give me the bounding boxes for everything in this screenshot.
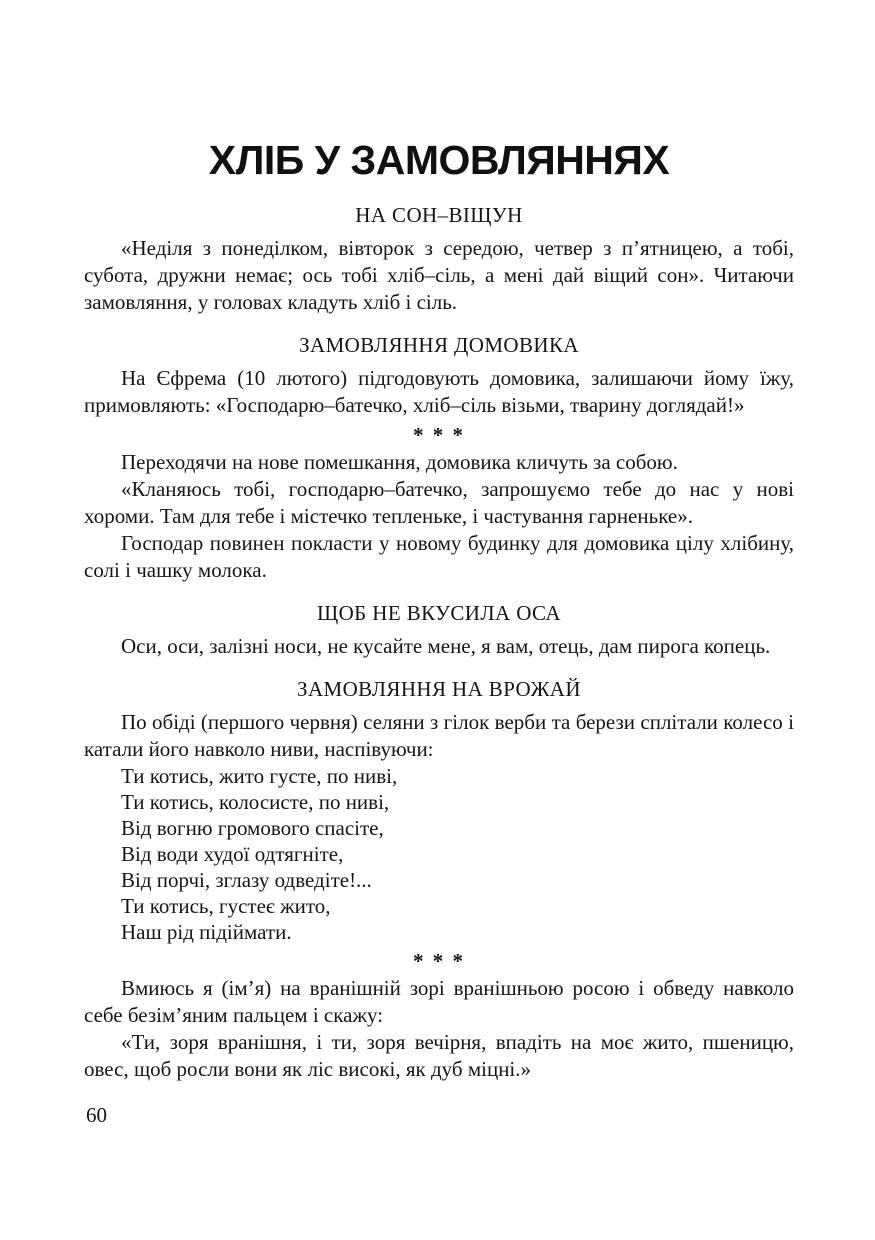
verse-line: Від порчі, зглазу одведіте!... [121, 868, 372, 892]
paragraph: «Неділя з понеділком, вівторок з середою, четвер з п’ятницею, а тобі, субота, дружни немає; ось тобі хліб–сіль, а мені дай віщий сон». Читаючи замовляння, у головах кладуть хліб і сіль. [84, 236, 794, 314]
paragraph: Переходячи на нове помешкання, домовика кличуть за собою. [121, 450, 678, 474]
page-number: 60 [86, 1103, 107, 1127]
page-content [84, 138, 794, 1083]
section-heading-na-son-vishchun: НА СОН–ВІЩУН [355, 203, 523, 227]
paragraph: «Кланяюсь тобі, господарю–батечко, запрошуємо тебе до нас у нові хороми. Там для тебе і містечко тепленьке, і частування гарненьке». [84, 477, 794, 528]
verse-line: Від води худої одтягніте, [121, 842, 344, 866]
asterisk-separator: * * * [413, 423, 465, 447]
verse-line: Від вогню громового спасіте, [121, 816, 384, 840]
paragraph: По обіді (першого червня) селяни з гілок верби та берези сплітали колесо і катали його навколо ниви, наспівуючи: [84, 710, 794, 761]
paragraph: Оси, оси, залізні носи, не кусайте мене, я вам, отець, дам пирога копець. [121, 634, 771, 658]
section-heading-shchob-ne-vkusyla-osa: ЩОБ НЕ ВКУСИЛА ОСА [317, 601, 561, 625]
paragraph: Господар повинен покласти у новому будинку для домовика цілу хлібину, солі і чашку молока. [84, 531, 794, 582]
section-heading-zamovliannia-domovyka: ЗАМОВЛЯННЯ ДОМОВИКА [299, 333, 579, 357]
verse-line: Ти котись, колосисте, по ниві, [121, 790, 390, 814]
page-title: ХЛІБ У ЗАМОВЛЯННЯХ [208, 137, 670, 183]
section-heading-zamovliannia-na-vrozhai: ЗАМОВЛЯННЯ НА ВРОЖАЙ [297, 677, 581, 701]
verse-line: Наш рід підіймати. [121, 920, 292, 944]
paragraph: Вмиюсь я (ім’я) на вранішній зорі вранішньою росою і обведу навколо себе безім’яним пальцем і скажу: [84, 976, 794, 1027]
paragraph: На Єфрема (10 лютого) підгодовують домовика, залишаючи йому їжу, примовляють: «Господарю–батечко, хліб–сіль візьми, тварину доглядай!» [84, 366, 794, 417]
verse-line: Ти котись, густеє жито, [121, 894, 331, 918]
asterisk-separator: * * * [413, 949, 465, 973]
verse-line: Ти котись, жито густе, по ниві, [121, 764, 398, 788]
paragraph: «Ти, зоря вранішня, і ти, зоря вечірня, впадіть на моє жито, пшеницю, овес, щоб росли вони як ліс високі, як дуб міцні.» [84, 1030, 794, 1081]
